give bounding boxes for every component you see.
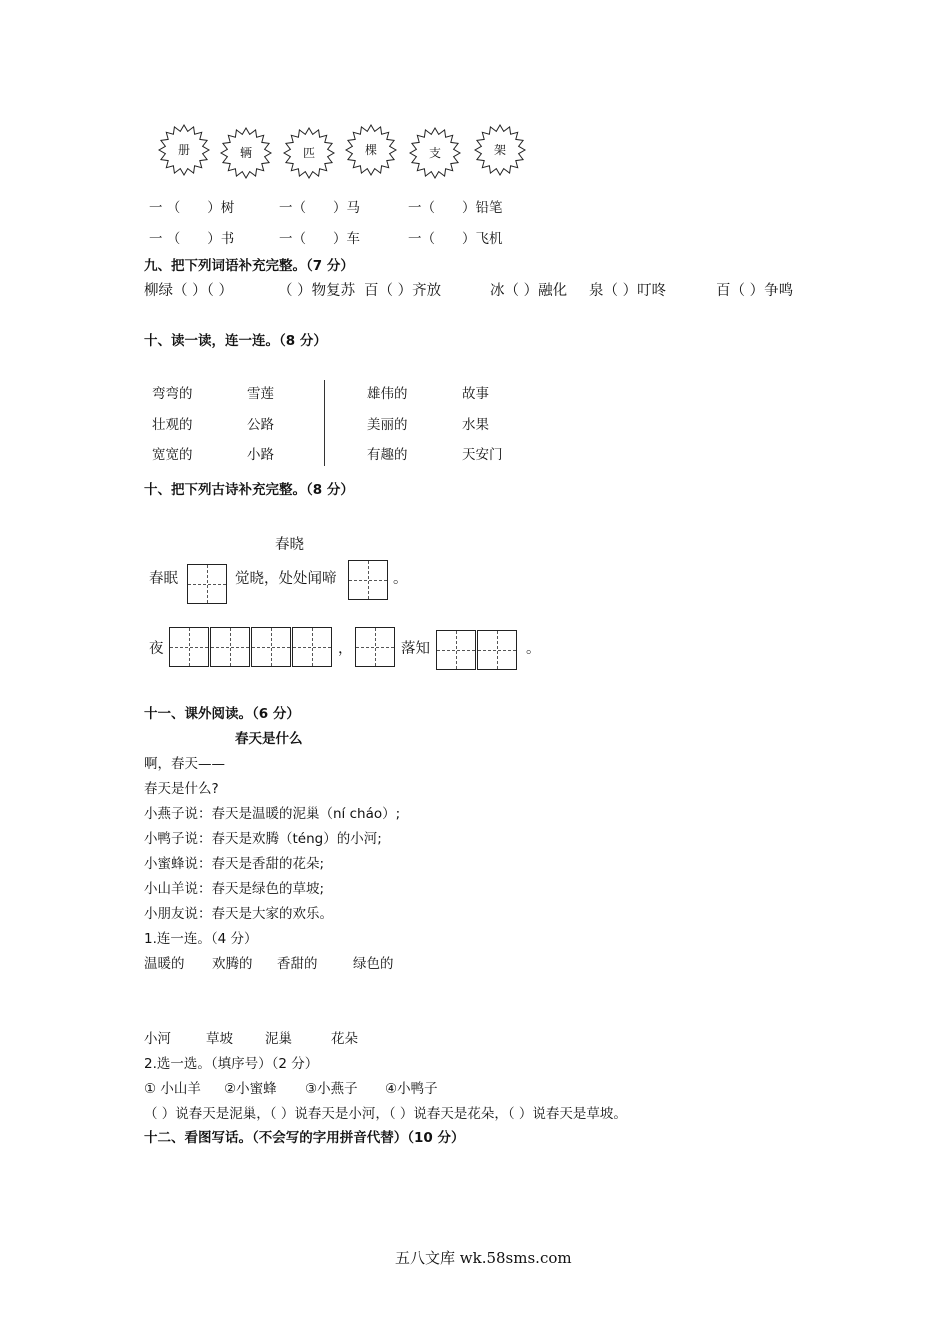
measure-word-badge xyxy=(345,124,397,176)
match-word: 雄伟的 xyxy=(367,386,408,402)
match-word: 美丽的 xyxy=(367,417,408,433)
writing-grid-box[interactable] xyxy=(251,627,291,667)
measure-fill-2: 一（ ）马 xyxy=(279,200,360,216)
measure-word-label: 匹 xyxy=(302,146,315,160)
writing-grid-box[interactable] xyxy=(436,630,476,670)
q9-item-3: 百（ ）齐放 xyxy=(364,283,442,299)
measure-fill-6: 一（ ）飞机 xyxy=(408,231,503,247)
measure-word-label: 辆 xyxy=(239,146,252,160)
measure-word-badge xyxy=(283,127,335,179)
poem-text: 。 xyxy=(393,571,408,587)
link-word-bottom: 小河 xyxy=(144,1031,171,1047)
writing-grid-box[interactable] xyxy=(477,630,517,670)
link-word-top: 欢腾的 xyxy=(212,956,253,972)
q9-item-2: （ ）物复苏 xyxy=(278,283,356,299)
writing-grid-box[interactable] xyxy=(292,627,332,667)
q10b-title: 十、把下列古诗补充完整。（8 分） xyxy=(144,482,354,498)
match-word: 雪莲 xyxy=(247,386,274,402)
link-word-top: 绿色的 xyxy=(353,956,394,972)
measure-word-badge xyxy=(220,127,272,179)
writing-grid-box[interactable] xyxy=(355,627,395,667)
match-word: 有趣的 xyxy=(367,447,408,463)
poem-text: 。 xyxy=(526,641,541,657)
measure-fill-4: 一 （ ）书 xyxy=(149,231,235,247)
q12-title: 十二、看图写话。（不会写的字用拼音代替）（10 分） xyxy=(144,1130,465,1146)
q9-item-4: 冰（ ）融化 xyxy=(490,283,568,299)
poem-text: 夜 xyxy=(149,641,164,657)
measure-word-label: 架 xyxy=(493,143,506,157)
choice-option: ②小蜜蜂 xyxy=(224,1081,277,1097)
measure-word-badge xyxy=(158,124,210,176)
writing-grid-box[interactable] xyxy=(169,627,209,667)
measure-word-label: 支 xyxy=(428,146,441,160)
q9-title: 九、把下列词语补充完整。（7 分） xyxy=(144,258,354,274)
q11-sub1-title: 1.连一连。（4 分） xyxy=(144,931,258,947)
link-word-bottom: 泥巢 xyxy=(265,1031,292,1047)
link-word-top: 香甜的 xyxy=(277,956,318,972)
passage-line: 小山羊说：春天是绿色的草坡; xyxy=(144,881,325,897)
choice-option: ③小燕子 xyxy=(305,1081,358,1097)
choice-fill-sentence: （ ）说春天是泥巢，（ ）说春天是小河，（ ）说春天是花朵，（ ）说春天是草坡。 xyxy=(144,1106,627,1122)
q9-item-1: 柳绿（ ）（ ） xyxy=(144,283,233,299)
match-word: 壮观的 xyxy=(152,417,193,433)
passage-line: 小燕子说：春天是温暖的泥巢（ní cháo）; xyxy=(144,806,401,822)
match-word: 故事 xyxy=(462,386,489,402)
passage-title: 春天是什么 xyxy=(235,731,303,747)
measure-fill-3: 一（ ）铅笔 xyxy=(408,200,503,216)
q9-item-6: 百（ ）争鸣 xyxy=(716,283,794,299)
q10a-title: 十、读一读，连一连。（8 分） xyxy=(144,333,327,349)
passage-line: 啊，春天—— xyxy=(144,756,225,772)
match-word: 天安门 xyxy=(462,447,503,463)
link-word-bottom: 草坡 xyxy=(206,1031,233,1047)
writing-grid-box[interactable] xyxy=(210,627,250,667)
measure-word-badge xyxy=(474,124,526,176)
q9-item-5: 泉（ ）叮咚 xyxy=(589,283,667,299)
measure-word-label: 棵 xyxy=(364,143,377,157)
writing-grid-box[interactable] xyxy=(187,564,227,604)
passage-line: 小鸭子说：春天是欢腾（téng）的小河; xyxy=(144,831,382,847)
measure-word-label: 册 xyxy=(177,143,190,157)
passage-line: 小朋友说：春天是大家的欢乐。 xyxy=(144,906,333,922)
measure-word-badge xyxy=(409,127,461,179)
poem-title: 春晓 xyxy=(275,537,304,553)
poem-text: 春眠 xyxy=(149,571,178,587)
measure-fill-5: 一（ ）车 xyxy=(279,231,360,247)
link-word-bottom: 花朵 xyxy=(331,1031,358,1047)
poem-text: 觉晓，处处闻啼 xyxy=(235,571,337,587)
poem-text: ， xyxy=(338,641,353,657)
passage-line: 春天是什么? xyxy=(144,781,219,797)
measure-fill-1: 一 （ ）树 xyxy=(149,200,235,216)
match-word: 宽宽的 xyxy=(152,447,193,463)
poem-text: 落知 xyxy=(401,641,430,657)
q11-title: 十一、课外阅读。（6 分） xyxy=(144,706,300,722)
link-word-top: 温暖的 xyxy=(144,956,185,972)
match-word: 弯弯的 xyxy=(152,386,193,402)
choice-option: ④小鸭子 xyxy=(385,1081,438,1097)
match-word: 公路 xyxy=(247,417,274,433)
writing-grid-box[interactable] xyxy=(348,560,388,600)
match-word: 小路 xyxy=(247,447,274,463)
column-divider xyxy=(324,380,325,466)
passage-line: 小蜜蜂说：春天是香甜的花朵; xyxy=(144,856,325,872)
match-word: 水果 xyxy=(462,417,489,433)
footer-watermark: 五八文库 wk.58sms.com xyxy=(395,1249,572,1267)
choice-option: ① 小山羊 xyxy=(144,1081,201,1097)
q11-sub2-title: 2.选一选。（填序号）（2 分） xyxy=(144,1056,319,1072)
